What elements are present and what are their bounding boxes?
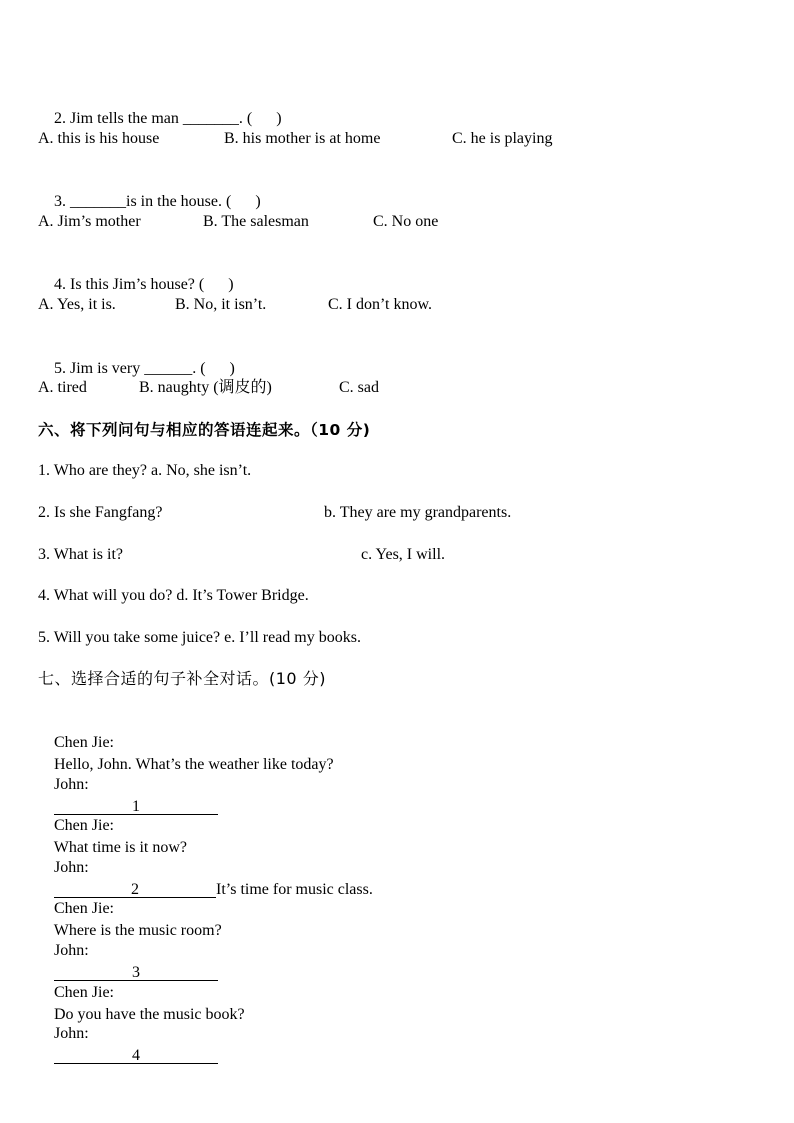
- match-answer: b. They are my grandparents.: [324, 504, 512, 521]
- match-row-5: [38, 627, 758, 649]
- speaker-label: Chen Jie:: [54, 984, 114, 1001]
- dialogue-line-7: [38, 960, 245, 1023]
- dialogue-text: What time is it now?: [53, 839, 188, 856]
- speaker-label: John:: [54, 859, 89, 876]
- dialogue-line-5: [38, 876, 222, 939]
- question-4-stem: [38, 252, 234, 293]
- match-question: 1. Who are they? a. No, she isn’t.: [38, 462, 252, 479]
- option-c[interactable]: C. No one: [373, 213, 439, 230]
- match-answer: c. Yes, I will.: [361, 546, 446, 563]
- match-row-3: [38, 544, 758, 566]
- match-question: 3. What is it?: [38, 546, 124, 563]
- question-text: 4. Is this Jim’s house? ( ): [54, 276, 234, 293]
- dialogue-line-8: [38, 1001, 218, 1064]
- option-a[interactable]: A. Jim’s mother: [38, 213, 141, 230]
- question-text: 5. Jim is very ______. ( ): [54, 360, 235, 377]
- speaker-label: Chen Jie:: [54, 900, 114, 917]
- section-7-heading: 七、选择合适的句子补全对话。(10 分): [38, 669, 326, 688]
- option-b[interactable]: B. naughty (调皮的): [139, 379, 272, 396]
- match-question: 5. Will you take some juice? e. I’ll read my books.: [38, 629, 361, 646]
- dialogue-text: Hello, John. What’s the weather like today?: [54, 756, 334, 773]
- option-c[interactable]: C. I don’t know.: [328, 296, 432, 313]
- option-a[interactable]: A. Yes, it is.: [38, 296, 116, 313]
- question-text: 2. Jim tells the man _______. ( ): [54, 110, 282, 127]
- section-6-heading: 六、将下列问句与相应的答语连起来。（10 分): [38, 421, 371, 439]
- speaker-label: John:: [54, 1025, 89, 1042]
- option-b[interactable]: B. The salesman: [203, 213, 309, 230]
- speaker-label: John:: [54, 942, 89, 959]
- option-a[interactable]: A. this is his house: [38, 130, 160, 147]
- answer-blank-4[interactable]: [54, 1047, 218, 1064]
- dialogue-text: Do you have the music book?: [54, 1006, 245, 1023]
- option-b[interactable]: B. No, it isn’t.: [175, 296, 267, 313]
- blank-number: 3: [132, 964, 140, 981]
- question-4-options: [38, 294, 758, 316]
- dialogue-line-4: [38, 835, 373, 898]
- blank-number: 4: [132, 1047, 140, 1064]
- question-3-options: [38, 211, 758, 233]
- match-row-2: [38, 502, 758, 524]
- option-c[interactable]: C. he is playing: [452, 130, 553, 147]
- question-text: 3. _______is in the house. ( ): [54, 193, 261, 210]
- dialogue-text: Where is the music room?: [53, 922, 222, 939]
- blank-number: 2: [131, 881, 139, 898]
- match-row-4: [38, 585, 758, 607]
- question-2-options: [38, 128, 758, 150]
- speaker-label: John:: [54, 776, 89, 793]
- question-5-options: [38, 377, 758, 399]
- speaker-label: Chen Jie:: [54, 734, 114, 751]
- speaker-label: Chen Jie:: [54, 817, 114, 834]
- option-b[interactable]: B. his mother is at home: [224, 130, 381, 147]
- match-question: 4. What will you do? d. It’s Tower Bridge.: [38, 587, 309, 604]
- question-5-stem: [38, 336, 235, 377]
- blank-number: 1: [132, 798, 140, 815]
- dialogue-line-2: [38, 752, 218, 815]
- option-a[interactable]: A. tired: [38, 379, 87, 396]
- dialogue-line-1: [38, 710, 334, 773]
- question-3-stem: [38, 169, 261, 210]
- dialogue-text: It’s time for music class.: [216, 881, 373, 898]
- dialogue-line-3: [38, 793, 188, 856]
- dialogue-line-6: [38, 918, 218, 981]
- option-c[interactable]: C. sad: [339, 379, 379, 396]
- match-question: 2. Is she Fangfang?: [38, 504, 163, 521]
- match-row-1: [38, 460, 758, 482]
- question-2-stem: [38, 86, 282, 127]
